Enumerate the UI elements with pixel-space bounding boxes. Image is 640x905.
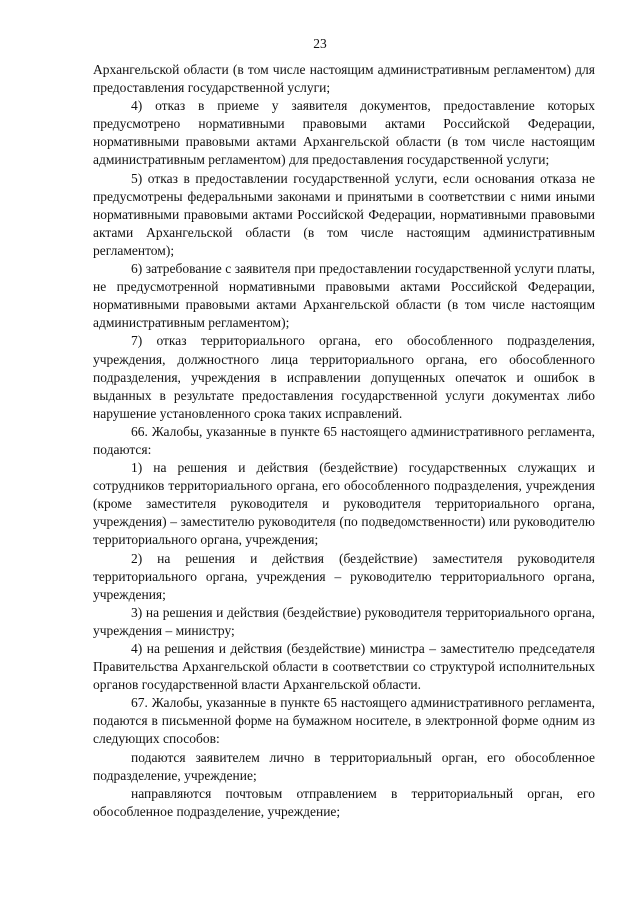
- paragraph-67-method-postal: направляются почтовым отправлением в территориальный орган, его обособленное подразделение, учреждение;: [93, 785, 595, 819]
- paragraph-item-7: 7) отказ территориального органа, его обособленного подразделения, учреждения, должностного лица территориального органа, его обособленного подразделения, учреждения в исправлении допущенных опечаток и ошибок в выданных в результате предоставления государственной услуги документах либо нарушение установленного срока таких исправлений.: [93, 333, 595, 421]
- paragraph-item-5: 5) отказ в предоставлении государственной услуги, если основания отказа не предусмотрены федеральными законами и принятыми в соответствии с ними иными нормативными правовыми актами Российской Федерации, нормативными правовыми актами Архангельской области (в том числе настоящим административным регламентом);: [93, 170, 595, 258]
- paragraph-section-66: 66. Жалобы, указанные в пункте 65 настоящего административного регламента, подаются:: [93, 423, 595, 457]
- paragraph-section-67: 67. Жалобы, указанные в пункте 65 настоящего административного регламента, подаются в письменной форме на бумажном носителе, в электронной форме одним из следующих способов:: [93, 695, 595, 747]
- paragraph-66-item-3: 3) на решения и действия (бездействие) руководителя территориального органа, учреждения – министру;: [93, 604, 595, 638]
- page-number: 23: [313, 36, 327, 51]
- paragraph-item-4: 4) отказ в приеме у заявителя документов, предоставление которых предусмотрено нормативными правовыми актами Российской Федерации, нормативными правовыми актами Архангельской области (в том числе настоящим административным регламентом) для предоставления государственной услуги;: [93, 98, 595, 168]
- paragraph-66-item-4: 4) на решения и действия (бездействие) министра – заместителю председателя Правительства Архангельской области в соответствии со структурой исполнительных органов государственной власти Архангельской области.: [93, 641, 595, 693]
- document-body: [93, 61, 595, 821]
- paragraph-66-item-2: 2) на решения и действия (бездействие) заместителя руководителя территориального органа, учреждения – руководителю территориального органа, учреждения;: [93, 550, 595, 602]
- paragraph-item-6: 6) затребование с заявителя при предоставлении государственной услуги платы, не предусмотренной нормативными правовыми актами Российской Федерации, нормативными правовыми актами Архангельской области (в том числе настоящим административным регламентом);: [93, 261, 595, 331]
- paragraph-67-method-in-person: подаются заявителем лично в территориальный орган, его обособленное подразделение, учреждение;: [93, 749, 595, 783]
- paragraph-continuation: Архангельской области (в том числе настоящим административным регламентом) для предоставления государственной услуги;: [93, 62, 595, 96]
- paragraph-66-item-1: 1) на решения и действия (бездействие) государственных служащих и сотрудников территориального органа, его обособленного подразделения, учреждения (кроме заместителя руководителя и руководителя территориального органа, учреждения) – заместителю руководителя (по подведомственности) или руководителю территориального органа, учреждения;: [93, 460, 595, 548]
